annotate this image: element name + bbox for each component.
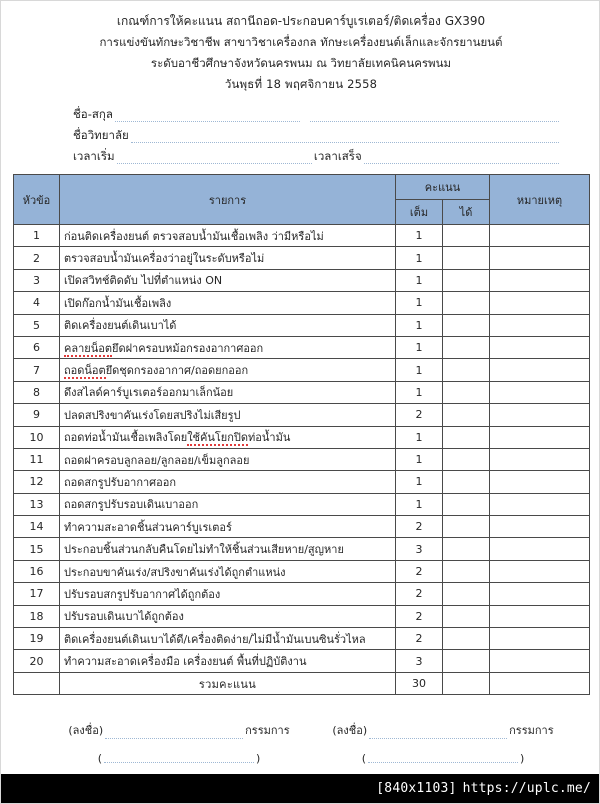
cell-no: 5 <box>14 314 60 336</box>
name-input-line[interactable] <box>115 110 300 122</box>
table-row <box>14 359 590 381</box>
score-table-body <box>14 225 590 695</box>
cell-note[interactable] <box>490 650 590 672</box>
total-score-full: 30 <box>396 672 443 694</box>
cell-item: ตรวจสอบน้ำมันเครื่องว่าอยู่ในระดับหรือไม่ <box>60 247 396 269</box>
cell-score-full: 1 <box>396 269 443 291</box>
cell-score-full: 2 <box>396 628 443 650</box>
cell-score-full: 1 <box>396 381 443 403</box>
cell-score-full: 1 <box>396 225 443 247</box>
cell-note[interactable] <box>490 493 590 515</box>
spellcheck-underline: ใช้คันโยกปิด <box>187 431 249 445</box>
cell-score-full: 1 <box>396 314 443 336</box>
start-time-input-line[interactable] <box>117 152 312 164</box>
cell-no: 19 <box>14 628 60 650</box>
cell-no: 1 <box>14 225 60 247</box>
cell-score-got[interactable] <box>443 493 490 515</box>
heading-line-4-date: วันพุธที่ 18 พฤศจิกายน 2558 <box>224 77 378 91</box>
cell-note[interactable] <box>490 404 590 426</box>
cell-score-got[interactable] <box>443 650 490 672</box>
cell-item-text: ยึดชุดกรองอากาศ/ถอดยกออก <box>105 364 249 378</box>
cell-score-got[interactable] <box>443 583 490 605</box>
cell-item: ดึงสไลด์คาร์บูเรเตอร์ออกมาเล็กน้อย <box>60 381 396 403</box>
spellcheck-underline: ถอดน็อต <box>64 364 106 378</box>
cell-no: 12 <box>14 471 60 493</box>
image-viewer-bar <box>1 774 600 803</box>
score-table <box>13 174 590 695</box>
cell-item: ถอดสกรูปรับรอบเดินเบาออก <box>60 493 396 515</box>
cell-note[interactable] <box>490 359 590 381</box>
heading-line-3: ระดับอาชีวศึกษาจังหวัดนครพนม ณ วิทยาลัยเทคนิคนครพนม <box>150 56 452 70</box>
header-row-top <box>14 175 590 200</box>
cell-item: ทำความสะอาดเครื่องมือ เครื่องยนต์ พื้นที่ปฏิบัติงาน <box>60 650 396 672</box>
college-label: ชื่อวิทยาลัย <box>73 128 129 142</box>
cell-item: ประกอบขาคันเร่ง/สปริงขาคันเร่งได้ถูกตำแหน่ง <box>60 560 396 582</box>
cell-score-got[interactable] <box>443 381 490 403</box>
cell-no: 4 <box>14 292 60 314</box>
header-score-got: ได้ <box>443 200 490 225</box>
cell-item <box>60 359 396 381</box>
end-time-input-line[interactable] <box>364 152 559 164</box>
header-score-full: เต็ม <box>396 200 443 225</box>
field-row-college <box>73 122 561 143</box>
cell-score-full: 2 <box>396 404 443 426</box>
cell-item: ปรับรอบเดินเบาได้ถูกต้อง <box>60 605 396 627</box>
signature-name-input-line[interactable] <box>104 751 254 763</box>
table-row <box>14 269 590 291</box>
cell-item: ทำความสะอาดชิ้นส่วนคาร์บูเรเตอร์ <box>60 516 396 538</box>
score-table-head <box>14 175 590 225</box>
cell-item: เปิดก๊อกน้ำมันเชื้อเพลิง <box>60 292 396 314</box>
cell-no: 18 <box>14 605 60 627</box>
cell-score-got[interactable] <box>443 471 490 493</box>
total-note[interactable] <box>490 672 590 694</box>
cell-item-text: ถอดท่อน้ำมันเชื้อเพลิงโดย <box>64 431 188 445</box>
signature-prefix: (ลงชื่อ) <box>332 724 368 738</box>
cell-score-got[interactable] <box>443 225 490 247</box>
cell-score-got[interactable] <box>443 538 490 560</box>
table-row <box>14 448 590 470</box>
field-row-time <box>73 143 561 164</box>
table-row <box>14 247 590 269</box>
cell-item-text: ท่อน้ำมัน <box>248 431 291 445</box>
cell-item: ปรับรอบสกรูปรับอากาศได้ถูกต้อง <box>60 583 396 605</box>
cell-score-got[interactable] <box>443 560 490 582</box>
signature-name-line-2 <box>311 739 575 765</box>
paren-open: ( <box>361 752 366 766</box>
cell-no: 7 <box>14 359 60 381</box>
table-row <box>14 583 590 605</box>
document-heading <box>13 11 589 95</box>
table-row <box>14 292 590 314</box>
viewer-url[interactable]: https://uplc.me/ <box>462 781 591 796</box>
cell-no: 2 <box>14 247 60 269</box>
table-row <box>14 538 590 560</box>
paren-open: ( <box>97 752 102 766</box>
cell-score-full: 2 <box>396 605 443 627</box>
cell-no: 11 <box>14 448 60 470</box>
table-row <box>14 471 590 493</box>
cell-score-got[interactable] <box>443 314 490 336</box>
header-score: คะแนน <box>396 175 490 200</box>
name-label: ชื่อ-สกุล <box>73 107 113 121</box>
total-label: รวมคะแนน <box>60 672 396 694</box>
table-row <box>14 225 590 247</box>
cell-no: 10 <box>14 426 60 448</box>
cell-score-full: 3 <box>396 538 443 560</box>
cell-item: ก่อนติดเครื่องยนต์ ตรวจสอบน้ำมันเชื้อเพลิง ว่ามีหรือไม่ <box>60 225 396 247</box>
signature-input-line[interactable] <box>369 727 507 739</box>
cell-score-got[interactable] <box>443 269 490 291</box>
cell-note[interactable] <box>490 605 590 627</box>
heading-line-2: การแข่งขันทักษะวิชาชีพ สาขาวิชาเครื่องกล ทักษะเครื่องยนต์เล็กและจักรยานยนต์ <box>99 35 503 49</box>
cell-score-got[interactable] <box>443 247 490 269</box>
cell-score-full: 2 <box>396 560 443 582</box>
heading-line-1: เกณฑ์การให้คะแนน สถานีถอด-ประกอบคาร์บูเรเตอร์/ติดเครื่อง GX390 <box>116 14 486 28</box>
cell-score-full: 1 <box>396 247 443 269</box>
cell-note[interactable] <box>490 471 590 493</box>
cell-note[interactable] <box>490 448 590 470</box>
header-note: หมายเหตุ <box>490 175 590 225</box>
form-fields <box>13 101 589 164</box>
signature-line-2 <box>311 721 575 739</box>
field-row-name <box>73 101 561 122</box>
cell-score-full: 1 <box>396 426 443 448</box>
cell-no: 13 <box>14 493 60 515</box>
cell-note[interactable] <box>490 516 590 538</box>
cell-no: 3 <box>14 269 60 291</box>
table-row <box>14 560 590 582</box>
signature-prefix: (ลงชื่อ) <box>68 724 104 738</box>
cell-item: ติดเครื่องยนต์เดินเบาได้ <box>60 314 396 336</box>
cell-item: ปลดสปริงขาคันเร่งโดยสปริงไม่เสียรูป <box>60 404 396 426</box>
cell-note[interactable] <box>490 314 590 336</box>
cell-note[interactable] <box>490 628 590 650</box>
table-row <box>14 628 590 650</box>
paren-close: ) <box>256 752 261 766</box>
cell-note[interactable] <box>490 247 590 269</box>
cell-note[interactable] <box>490 583 590 605</box>
cell-note[interactable] <box>490 381 590 403</box>
signature-suffix: กรรมการ <box>245 724 290 738</box>
cell-score-got[interactable] <box>443 359 490 381</box>
cell-score-full: 1 <box>396 471 443 493</box>
cell-score-got[interactable] <box>443 292 490 314</box>
signature-name-line-1 <box>47 739 311 765</box>
college-input-line[interactable] <box>131 131 559 143</box>
name-input-line-2[interactable] <box>310 110 559 122</box>
spellcheck-underline: คลายน็อต <box>64 341 112 355</box>
cell-score-got[interactable] <box>443 516 490 538</box>
total-score-got[interactable] <box>443 672 490 694</box>
viewer-dimensions-and-url <box>376 781 591 796</box>
cell-item: ติดเครื่องยนต์เดินเบาได้ดี/เครื่องติดง่าย/ไม่มีน้ำมันเบนซินรั่วไหล <box>60 628 396 650</box>
start-time-label: เวลาเริ่ม <box>73 149 115 163</box>
cell-score-got[interactable] <box>443 448 490 470</box>
table-row <box>14 404 590 426</box>
table-row <box>14 516 590 538</box>
cell-score-full: 1 <box>396 359 443 381</box>
cell-score-full: 2 <box>396 516 443 538</box>
signature-block <box>13 721 589 765</box>
cell-score-got[interactable] <box>443 628 490 650</box>
cell-total-blank <box>14 672 60 694</box>
cell-item <box>60 426 396 448</box>
cell-score-full: 1 <box>396 493 443 515</box>
signature-committee-2 <box>311 721 575 765</box>
cell-no: 16 <box>14 560 60 582</box>
cell-no: 6 <box>14 336 60 358</box>
cell-score-got[interactable] <box>443 404 490 426</box>
cell-note[interactable] <box>490 269 590 291</box>
end-time-label: เวลาเสร็จ <box>313 149 362 163</box>
cell-score-full: 2 <box>396 583 443 605</box>
cell-no: 17 <box>14 583 60 605</box>
cell-score-full: 3 <box>396 650 443 672</box>
cell-note[interactable] <box>490 426 590 448</box>
signature-committee-1 <box>47 721 311 765</box>
cell-item <box>60 336 396 358</box>
cell-score-full: 1 <box>396 292 443 314</box>
signature-name-input-line[interactable] <box>368 751 518 763</box>
signature-suffix: กรรมการ <box>509 724 554 738</box>
cell-score-got[interactable] <box>443 426 490 448</box>
cell-note[interactable] <box>490 538 590 560</box>
cell-no: 20 <box>14 650 60 672</box>
header-no: หัวข้อ <box>14 175 60 225</box>
cell-note[interactable] <box>490 560 590 582</box>
table-row <box>14 493 590 515</box>
table-row <box>14 650 590 672</box>
cell-item: ถอดฝาครอบลูกลอย/ลูกลอย/เข็มลูกลอย <box>60 448 396 470</box>
signature-line-1 <box>47 721 311 739</box>
cell-no: 9 <box>14 404 60 426</box>
cell-item: ประกอบชิ้นส่วนกลับคืนโดยไม่ทำให้ชิ้นส่วนเสียหาย/สูญหาย <box>60 538 396 560</box>
cell-item: ถอดสกรูปรับอากาศออก <box>60 471 396 493</box>
document-page <box>1 1 600 776</box>
paren-close: ) <box>520 752 525 766</box>
cell-note[interactable] <box>490 336 590 358</box>
viewer-dimensions: [840x1103] <box>376 781 457 796</box>
header-item: รายการ <box>60 175 396 225</box>
table-total-row <box>14 672 590 694</box>
table-row <box>14 381 590 403</box>
signature-input-line[interactable] <box>105 727 243 739</box>
cell-no: 8 <box>14 381 60 403</box>
cell-no: 14 <box>14 516 60 538</box>
cell-item: เปิดสวิทช์ติดดับ ไปที่ตำแหน่ง ON <box>60 269 396 291</box>
cell-note[interactable] <box>490 292 590 314</box>
table-row <box>14 605 590 627</box>
cell-score-got[interactable] <box>443 336 490 358</box>
cell-no: 15 <box>14 538 60 560</box>
table-row <box>14 314 590 336</box>
cell-score-got[interactable] <box>443 605 490 627</box>
cell-score-full: 1 <box>396 336 443 358</box>
cell-score-full: 1 <box>396 448 443 470</box>
table-row <box>14 426 590 448</box>
cell-item-text: ยึดฝาครอบหม้อกรองอากาศออก <box>112 341 264 355</box>
table-row <box>14 336 590 358</box>
cell-note[interactable] <box>490 225 590 247</box>
